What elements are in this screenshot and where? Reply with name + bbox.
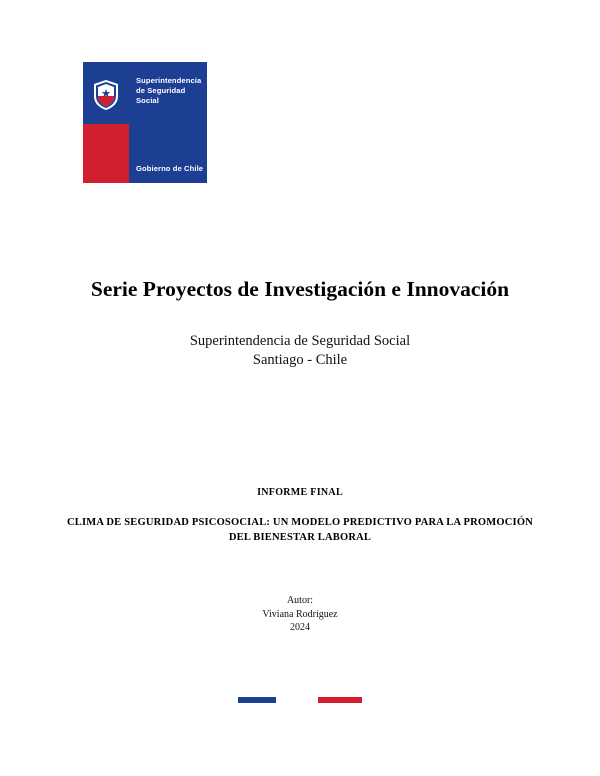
logo-institution-name: Superintendencia de Seguridad Social xyxy=(136,76,202,105)
location-line: Santiago - Chile xyxy=(252,352,348,368)
author-label: Autor: xyxy=(286,595,314,606)
organization-name: Superintendencia de Seguridad Social xyxy=(189,333,411,349)
logo-government-label: Gobierno de Chile xyxy=(136,164,204,173)
footer-flag-bar xyxy=(238,697,362,703)
publication-year: 2024 xyxy=(290,622,310,633)
logo-flag-column xyxy=(83,62,129,183)
footer-flag-red xyxy=(318,697,362,703)
logo-text-panel xyxy=(129,62,207,183)
page-title: Serie Proyectos de Investigación e Innovación xyxy=(90,277,510,301)
logo-flag-blue xyxy=(83,62,129,124)
author-block xyxy=(0,594,600,635)
chile-coat-of-arms-icon xyxy=(91,78,121,112)
footer-flag-blue xyxy=(238,697,276,703)
report-title: CLIMA DE SEGURIDAD PSICOSOCIAL: UN MODELO PREDICTIVO PARA LA PROMOCIÓN DEL BIENESTAR LABORAL xyxy=(66,517,533,543)
footer-flag-white xyxy=(276,697,318,703)
author-name: Viviana Rodríguez xyxy=(262,608,338,620)
report-type-label: INFORME FINAL xyxy=(257,487,343,498)
institution-logo xyxy=(83,62,207,183)
logo-flag-red xyxy=(83,124,129,183)
